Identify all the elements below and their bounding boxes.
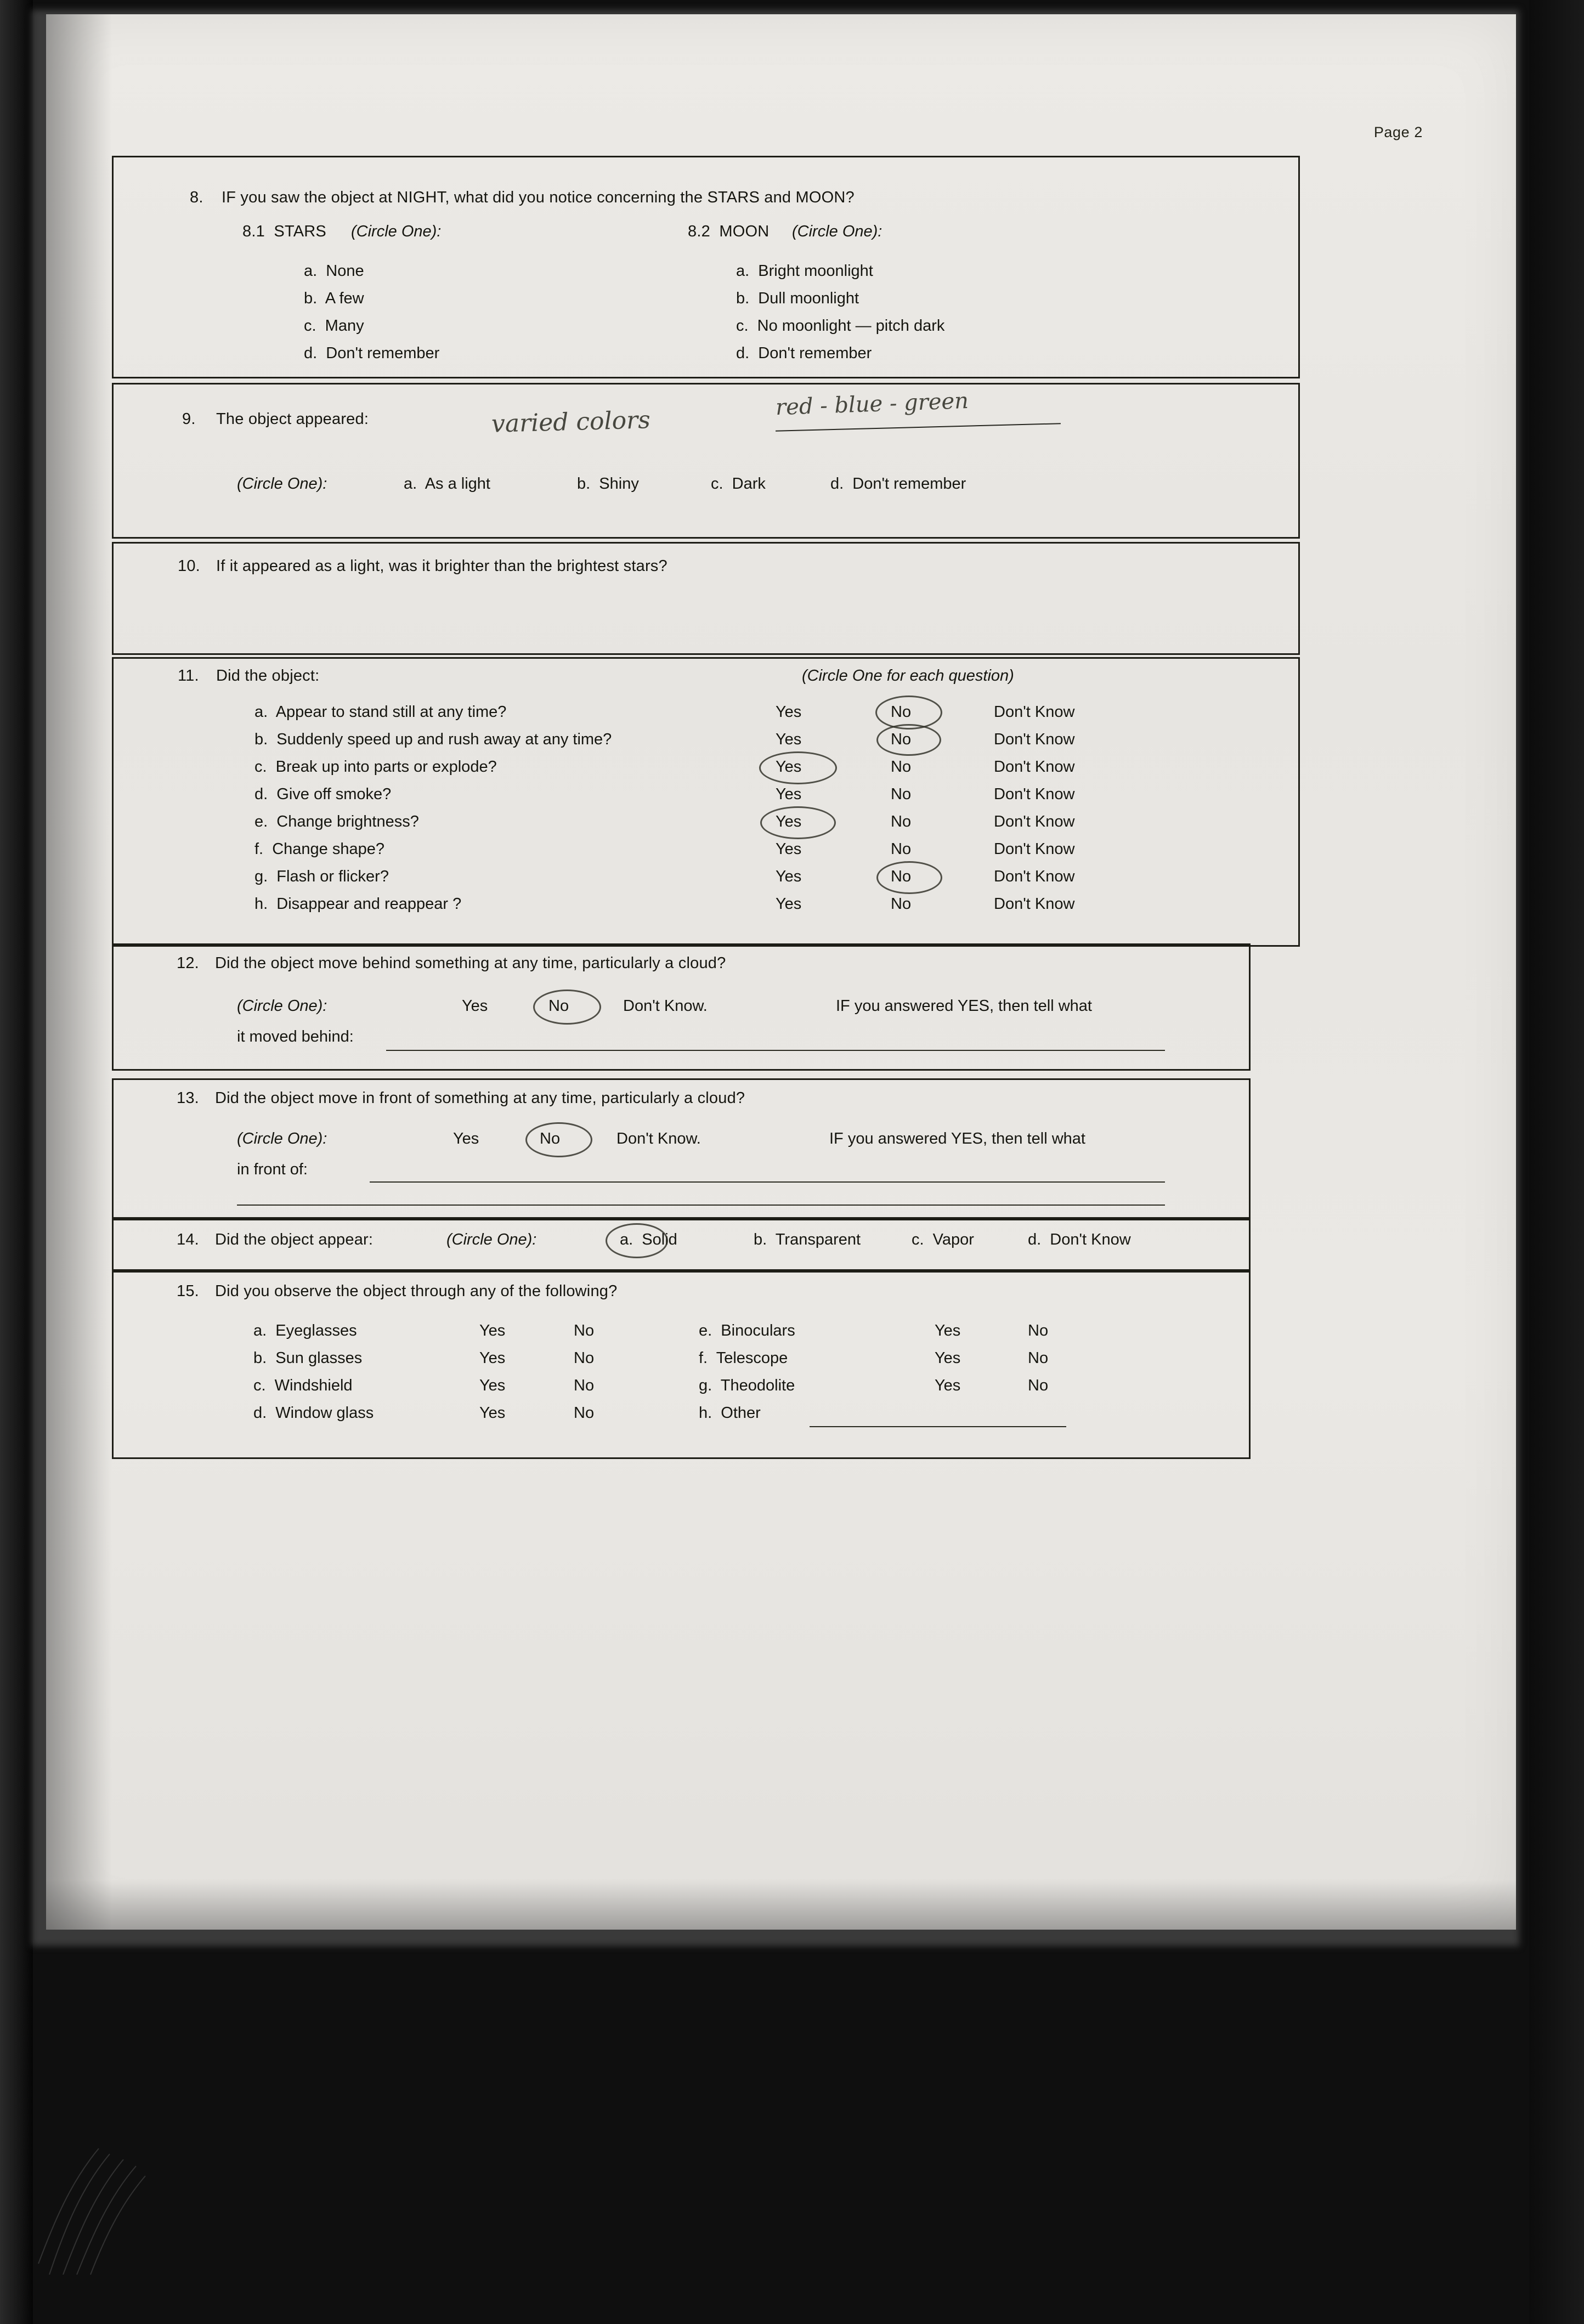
question-15-left-item-b-no[interactable]: No [574, 1349, 595, 1367]
page-number: Page 2 [1373, 124, 1423, 140]
question-11-row-g-circle [876, 861, 942, 894]
question-13-circle [525, 1122, 592, 1157]
question-12-answer-line[interactable] [386, 1050, 1165, 1051]
question-11-row-b-no[interactable]: No [891, 731, 912, 748]
question-15-left-item-a-label: a. Eyeglasses [253, 1322, 357, 1339]
question-15-left-item-b-yes[interactable]: Yes [479, 1349, 506, 1367]
question-11-row-c-circle [759, 751, 837, 784]
form-content [46, 14, 1516, 1930]
question-14-instruction: (Circle One): [446, 1231, 537, 1248]
question-11-text: Did the object: [216, 667, 320, 685]
question-14-text: Did the object appear: [215, 1231, 374, 1248]
question-9-box [112, 383, 1300, 539]
question-11-row-c-yes[interactable]: Yes [776, 758, 802, 776]
question-12-followup-label: it moved behind: [237, 1028, 354, 1045]
question-15-right-item-f-no[interactable]: No [1028, 1349, 1049, 1367]
question-8-2-option-d[interactable]: d. Don't remember [736, 344, 872, 362]
question-11-row-a-yes[interactable]: Yes [776, 703, 802, 721]
question-9-handwriting-1: varied colors [491, 406, 651, 438]
question-11-row-e-circle [760, 806, 836, 839]
question-14-number: 14. [177, 1231, 199, 1248]
question-11-row-b-label: b. Suddenly speed up and rush away at any time? [254, 731, 612, 748]
question-9-number: 9. [182, 410, 196, 428]
question-15-right-item-g-label: g. Theodolite [699, 1377, 795, 1394]
question-11-row-d-dontknow[interactable]: Don't Know [994, 785, 1075, 803]
question-15-left-item-d-yes[interactable]: Yes [479, 1404, 506, 1422]
question-12-circle [533, 989, 601, 1025]
question-11-row-a-no[interactable]: No [891, 703, 912, 721]
question-15-left-item-a-yes[interactable]: Yes [479, 1322, 506, 1339]
question-11-row-h-no[interactable]: No [891, 895, 912, 913]
question-13-instruction: (Circle One): [237, 1130, 327, 1147]
question-11-row-e-yes[interactable]: Yes [776, 813, 802, 830]
question-15-left-item-c-no[interactable]: No [574, 1377, 595, 1394]
question-15-right-item-e-no[interactable]: No [1028, 1322, 1049, 1339]
question-9-option-a[interactable]: a. As a light [404, 475, 490, 493]
question-11-row-f-label: f. Change shape? [254, 840, 385, 858]
question-9-option-c[interactable]: c. Dark [711, 475, 766, 493]
question-8-1-label: 8.1 STARS [242, 223, 326, 240]
question-11-row-c-dontknow[interactable]: Don't Know [994, 758, 1075, 776]
question-8-number: 8. [190, 189, 203, 206]
question-11-instruction: (Circle One for each question) [802, 667, 1014, 685]
question-11-row-g-label: g. Flash or flicker? [254, 868, 389, 885]
question-13-followup-label: in front of: [237, 1161, 308, 1178]
question-13-number: 13. [177, 1089, 199, 1107]
question-15-number: 15. [177, 1282, 199, 1300]
question-11-row-a-label: a. Appear to stand still at any time? [254, 703, 507, 721]
question-12-followup: IF you answered YES, then tell what [836, 997, 1092, 1015]
question-11-row-f-no[interactable]: No [891, 840, 912, 858]
question-11-row-f-dontknow[interactable]: Don't Know [994, 840, 1075, 858]
question-9-instruction: (Circle One): [237, 475, 327, 493]
question-15-right-item-f-yes[interactable]: Yes [935, 1349, 961, 1367]
question-11-row-g-dontknow[interactable]: Don't Know [994, 868, 1075, 885]
question-15-left-item-a-no[interactable]: No [574, 1322, 595, 1339]
question-10-text: If it appeared as a light, was it brighter than the brightest stars? [216, 557, 667, 575]
question-8-2-option-c[interactable]: c. No moonlight — pitch dark [736, 317, 945, 335]
scan-right-border [1529, 0, 1584, 2324]
question-15-right-item-h-label: h. Other [699, 1404, 761, 1422]
question-8-2-label: 8.2 MOON [688, 223, 770, 240]
question-11-row-g-yes[interactable]: Yes [776, 868, 802, 885]
question-12-option-dontknow[interactable]: Don't Know. [623, 997, 708, 1015]
question-12-number: 12. [177, 954, 199, 972]
question-9-text: The object appeared: [216, 410, 369, 428]
film-scratches [33, 1989, 263, 2275]
question-13-option-no[interactable]: No [540, 1130, 561, 1147]
question-11-row-b-dontknow[interactable]: Don't Know [994, 731, 1075, 748]
question-11-row-g-no[interactable]: No [891, 868, 912, 885]
question-15-other-line[interactable] [810, 1426, 1066, 1427]
question-15-left-item-c-yes[interactable]: Yes [479, 1377, 506, 1394]
question-15-text: Did you observe the object through any of the following? [215, 1282, 618, 1300]
question-12-instruction: (Circle One): [237, 997, 327, 1015]
question-8-2-option-a[interactable]: a. Bright moonlight [736, 262, 873, 280]
question-11-row-a-dontknow[interactable]: Don't Know [994, 703, 1075, 721]
question-11-row-h-dontknow[interactable]: Don't Know [994, 895, 1075, 913]
question-8-1-option-b[interactable]: b. A few [304, 290, 364, 307]
question-13-option-yes[interactable]: Yes [453, 1130, 479, 1147]
question-8-1-option-c[interactable]: c. Many [304, 317, 364, 335]
question-11-row-b-yes[interactable]: Yes [776, 731, 802, 748]
question-15-left-item-d-no[interactable]: No [574, 1404, 595, 1422]
question-11-row-b-circle [876, 724, 941, 756]
scan-left-border [0, 0, 33, 2324]
question-14-option-a[interactable]: a. Solid [620, 1231, 677, 1248]
question-15-right-item-e-label: e. Binoculars [699, 1322, 795, 1339]
question-11-row-h-label: h. Disappear and reappear ? [254, 895, 462, 913]
question-12-option-yes[interactable]: Yes [462, 997, 488, 1015]
question-8-1-option-a[interactable]: a. None [304, 262, 364, 280]
question-9-option-d[interactable]: d. Don't remember [830, 475, 966, 493]
question-12-option-no[interactable]: No [548, 997, 569, 1015]
question-15-right-item-e-yes[interactable]: Yes [935, 1322, 961, 1339]
question-12-text: Did the object move behind something at any time, particularly a cloud? [215, 954, 726, 972]
question-15-left-item-c-label: c. Windshield [253, 1377, 353, 1394]
question-15-left-item-b-label: b. Sun glasses [253, 1349, 363, 1367]
question-13-text: Did the object move in front of something at any time, particularly a cloud? [215, 1089, 745, 1107]
question-11-row-e-no[interactable]: No [891, 813, 912, 830]
question-14-circle [606, 1223, 668, 1258]
question-13-answer-line-1[interactable] [370, 1181, 1165, 1183]
question-11-row-c-label: c. Break up into parts or explode? [254, 758, 497, 776]
question-11-row-e-label: e. Change brightness? [254, 813, 419, 830]
question-11-row-h-yes[interactable]: Yes [776, 895, 802, 913]
question-11-row-d-no[interactable]: No [891, 785, 912, 803]
question-15-right-item-f-label: f. Telescope [699, 1349, 788, 1367]
question-14-option-d[interactable]: d. Don't Know [1028, 1231, 1131, 1248]
question-8-text: IF you saw the object at NIGHT, what did you notice concerning the STARS and MOON? [222, 189, 855, 206]
question-11-row-d-yes[interactable]: Yes [776, 785, 802, 803]
question-13-answer-line-2[interactable] [237, 1205, 1165, 1206]
question-11-row-f-yes[interactable]: Yes [776, 840, 802, 858]
question-8-2-instruction: (Circle One): [792, 223, 882, 240]
question-11-row-d-label: d. Give off smoke? [254, 785, 392, 803]
question-8-1-option-d[interactable]: d. Don't remember [304, 344, 440, 362]
question-14-option-b[interactable]: b. Transparent [754, 1231, 861, 1248]
question-13-option-dontknow[interactable]: Don't Know. [616, 1130, 701, 1147]
question-11-number: 11. [178, 667, 199, 685]
question-15-right-item-g-yes[interactable]: Yes [935, 1377, 961, 1394]
question-15-left-item-d-label: d. Window glass [253, 1404, 374, 1422]
question-14-option-c[interactable]: c. Vapor [912, 1231, 974, 1248]
question-8-1-instruction: (Circle One): [351, 223, 442, 240]
question-9-option-b[interactable]: b. Shiny [577, 475, 639, 493]
question-11-row-c-no[interactable]: No [891, 758, 912, 776]
question-10-number: 10. [178, 557, 200, 575]
document-page [46, 14, 1516, 1930]
question-11-row-e-dontknow[interactable]: Don't Know [994, 813, 1075, 830]
question-15-right-item-g-no[interactable]: No [1028, 1377, 1049, 1394]
question-13-followup: IF you answered YES, then tell what [829, 1130, 1085, 1147]
question-8-2-option-b[interactable]: b. Dull moonlight [736, 290, 859, 307]
question-9-handwriting-2: red - blue - green [775, 388, 969, 421]
